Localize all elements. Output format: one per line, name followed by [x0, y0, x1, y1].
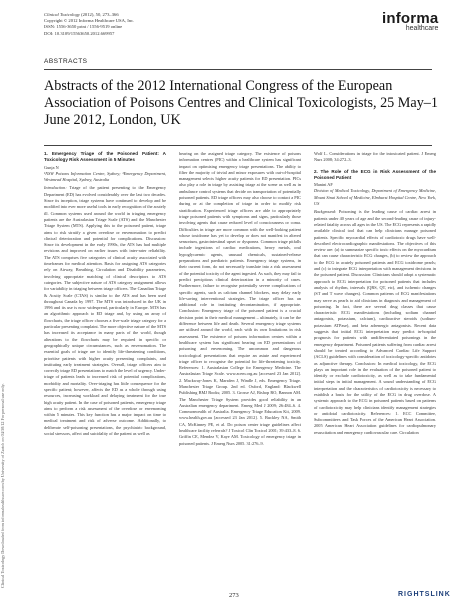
page-title: Abstracts of the 2012 International Congress of the European Association of Poisons Centres and Clinical Toxicologists, 25 May–1 June 2012, London, UK [44, 78, 438, 128]
abstract-2-heading: 2. The Role of the ECG in Risk Assessment of the Poisoned Patient [314, 168, 436, 180]
publisher-logo [382, 10, 438, 32]
journal-citation [44, 12, 134, 37]
abstract-1-heading: 1. Emergency Triage of the Poisoned Patient: A Toxicology Risk Assessment in 5 Minutes [44, 151, 166, 163]
abstract-1-text: Triage of the patient presenting to the Emergency Department (ED) has evolved considerably over the last two decades. Since its inception, triage systems have continued to develop and be modified into ever more useful tools in early recognition of the acutely ill. Common systems used around the world in triaging emergency patients are the Australasian Triage Scale (ATS) and the Manchester Triage System (MTS). Applying this to the poisoned patient, triage aims to risk stratify a given overdose or envenomation to predict clinical deterioration and potential for complications. Discussion: Since its development in the early 1990s, the ATS has had multiple revisions and improved on earlier issues with inter-rater reliability. The ATS comprises five categories of clinical acuity associated with timeframes for medical attention. Basis for assigning ATS categories rely on Airway, Breathing, Circulation and Disability parameters, involving appropriate matching of clinical descriptors to ATS categories. The subjective nature of ATS category assignment allows for variability in triaging between triage officers. The Canadian Triage & Acuity Scale (CTAS) is similar to the ATS and has been used throughout Canada by 1997. The MTS was introduced in the UK in 1996 and its use is now widespread, particularly in Europe. MTS has an algorithmic approach to ED triage and, by using an array of flowcharts, the triage officer chooses a five-scale triage category for a particular presenting complaint. The more objective nature of the MTS has increased its acceptance in many parts of the world, though alterations to the flowcharts may be required in specific or geographically unique circumstances, such as envenomation. The essential goals of triage are to identify life-threatening conditions, prioritise patients with higher acuity presenting complaints, and instituting early treatment strategies. Overall, triage officers aim to correctly triage ED presentations to match the level of urgency. Under-triage of patients leads to increased risk of potential complications, morbidity and mortality. Over-triaging has little consequence for the specific patient; however, affects the ED as a whole through using resources, increasing workload and delaying treatment for the true high acuity patient. In the case of poisoned patients, emergency triage aims to perform a risk assessment of the overdose or envenoming within 5 minutes. This key function has a major impact on time to medical treatment and risk of adverse outcome. Additionally, to deliberate self-poisoning presentations, the psychiatric background, social stressors, affect and suicidality of the patient as well as [44, 185, 166, 437]
download-note: Clinical Toxicology Downloaded from informahealthcare.com by University of Zurich on 04/30/12 For personal use only. [0, 383, 5, 588]
column-right [314, 151, 436, 436]
column-middle [179, 151, 301, 447]
journal-name: Clinical Toxicology [44, 12, 80, 17]
title-rule-bottom [44, 145, 432, 146]
abstract-1-affiliations: ¹NSW Poisons Information Centre, Sydney; ²Emergency Department, Westmead Hospital, Sydney, Australia [44, 170, 166, 183]
abstract-2-affiliations: Division of Medical Toxicology, Department of Emergency Medicine, Mount Sinai School of Medicine, Elmhurst Hospital Centre, New York, US [314, 188, 436, 207]
abstract-1-continued: bearing on the assigned triage category. The existence of poisons information centres (PIC) within a healthcare system has significant impact on optimising emergency triage presentations. The ability to filter the majority of trivial and minor exposures with out-of-hospital management selects higher acuity patients for ED presentation. PICs also play a role in triage by assisting triage at the scene as well as in ambulance control systems that decide on transportation of potentially poisoned patients. ED triage officers may also choose to contact a PIC during or at the completion of triage in order to modify risk stratification. Experienced triage officers are able to appropriately triage poisoned patients with symptoms and signs, particularly those involving agents that cause reduced level of consciousness or coma. Difficulties in triage are more common with the well-looking patient whose toxidrome has yet to develop or does not manifest in altered sensorium, gastrointestinal upset or dysponea. Common triage pitfalls include ingestions of cardiac medications, heavy metals, oral hypoglycaemic agents, unusual chemicals, sustained-release preparations and paediatric patients. Emergency triage systems, in their current form, do not necessarily translate into a risk assessment of the potential toxicity of the agent ingested. As such, they may fail to predict precipitous clinical deterioration in a minority of cases. Furthermore, failure to recognise potentially severe complications of specific agents, such as calcium channel blockers, may delay early life-saving interventional strategies. The triage officer has an additional role in instituting decontamination, if appropriate. Conclusion: Emergency triage of the poisoned patient is a crucial decision point in their medical management – ultimately, it can be the difference between life and death. Several emergency triage systems are utilised around the world, each with its own limitations in risk assessment. The existence of poisons information centres within a healthcare system has significant bearing on ED presentations of poisoning and envenoming. The uncommon and dangerous toxicological presentations that require an astute and experienced triage officer to recognise the potential for life-threatening toxicity. References: 1. Australasian College for Emergency Medicine. The Australasian Triage Scale. www.acem.org.au [accessed 23 Jan 2012]. 2. Mackway-Jones K, Marsden J, Windle J, eds. Emergency Triage. Manchester Triage Group. 2nd ed. Oxford, England: Blackwell Publishing BMJ Books; 2005. 3. Grosse AJ, Bishop RO, Bannon AM. The Manchester Triage System provides good reliability in an Australian emergency department. Emerg Med J 2009; 26:484–6. 4. Commonwealth of Australia. Emergency Triage Education Kit, 2009. www.health.gov.au [accessed 23 Jan 2012]. 5. Buckley NA, Smith CA, McKinney PE, et al. Do poison center triage guidelines affect healthcare facility referrals? J Toxicol Clin Toxicol 2001; 39:433–8. 6. Griffin CE, Mendez V, Kaye AM. Toxicology of emergency triage in poisoned patients. J Emerg Nurs 2005. 31:276–9. [179, 151, 301, 446]
abstract-2-body [314, 209, 436, 436]
abstract-1-author: Gunja N [44, 164, 59, 170]
abstract-2-bg-label: Background: [314, 209, 337, 215]
issn-line: ISSN: 1556-3650 print / 1556-9519 online [44, 24, 123, 30]
page-number: 273 [229, 592, 239, 599]
rightslink-logo[interactable] [398, 591, 451, 598]
copyright-line: Copyright © 2012 Informa Healthcare USA, Inc. [44, 18, 135, 24]
download-sidebar [0, 168, 14, 588]
abstract-2-author: Manini AF [314, 182, 333, 188]
doi-line: DOI: 10.3109/15563650.2012.669957 [44, 30, 115, 36]
journal-volume: (2012), 50, 273–366 [81, 12, 119, 17]
abstract-1-intro-label: Introduction: [44, 185, 67, 191]
brand-sub: healthcare [405, 25, 439, 32]
abstract-2-text: Poisoning is the leading cause of cardiac arrest in patients under 40 years of age and the second-leading cause of injury-related fatality across all ages in the US. The ECG represents a rapidly available clinical tool that can help clinicians manage poisoned patients. Specific myocardial effects of cardiotoxic drugs have well-described electrocardiographic manifestations. The objectives of this review are: (a) to summarize specific toxic effects on the myocardium that can cause characteristic ECG changes, (b) to review the approach to the ECG in acutely poisoned patients and ECG toxidrome pearls; and (c) to integrate ECG interpretation with management decisions in the poisoned patient. Discussion: Clinicians should adopt a systematic approach to ECG interpretation for poisoned patients that includes analysis of rhythm, intervals (QRS, QT, etc), and ischemic changes (ST and T wave changes). Common patterns of ECG manifestations may serve as pearls to aid clinicians in diagnosis and management of poisoning. In fact, there are several drug classes that cause characteristic ECG manifestations (including sodium channel antagonists, potassium, calcium), cardioactive steroids (sodium-potassium ATPase), and beta adrenergic antagonists. Recent data suggests that initial ECG interpretation may predict in-hospital prognosis for patients with undifferentiated poisonings in the emergency department. Poisoned patients suffering from cardiac arrest should be treated according to Advanced Cardiac Life Support (ACLS) guidelines with consideration of toxicology-specific antidotes as adjunctive therapy. Conclusion: In medical toxicology, the ECG plays an important role in the evaluation of the poisoned patient to identify or exclude cardiotoxicity, as well as to take fundamental initial steps in initial management. A sound understanding of ECG interpretation and the characteristics of cardiotoxicity is necessary to establish a basis for the utility of the ECG in drug overdose. A systemic approach to the ECG in poisoned patients based on patterns of cardiotoxicity may help clinicians identify management strategies or antidotal cardiotoxicity. References: 1. ECC Committee, Subcommittees and Task Forces of the American Heart Association. 2005 American Heart Association guidelines for cardiopulmonary resuscitation and emergency cardiovascular care. Circulation [314, 209, 436, 435]
abstract-1-reference-tail: Wolf L. Considerations in triage for the intoxicated patient. J Emerg Nurs 2008; 34:272–3. [314, 151, 436, 163]
column-left [44, 151, 166, 437]
rightslink-text: RIGHTSLINK [398, 591, 451, 598]
abstract-1-body [44, 185, 166, 437]
brand-name: informa [382, 10, 439, 27]
title-rule-top [44, 69, 432, 70]
section-label: ABSTRACTS [44, 58, 88, 65]
